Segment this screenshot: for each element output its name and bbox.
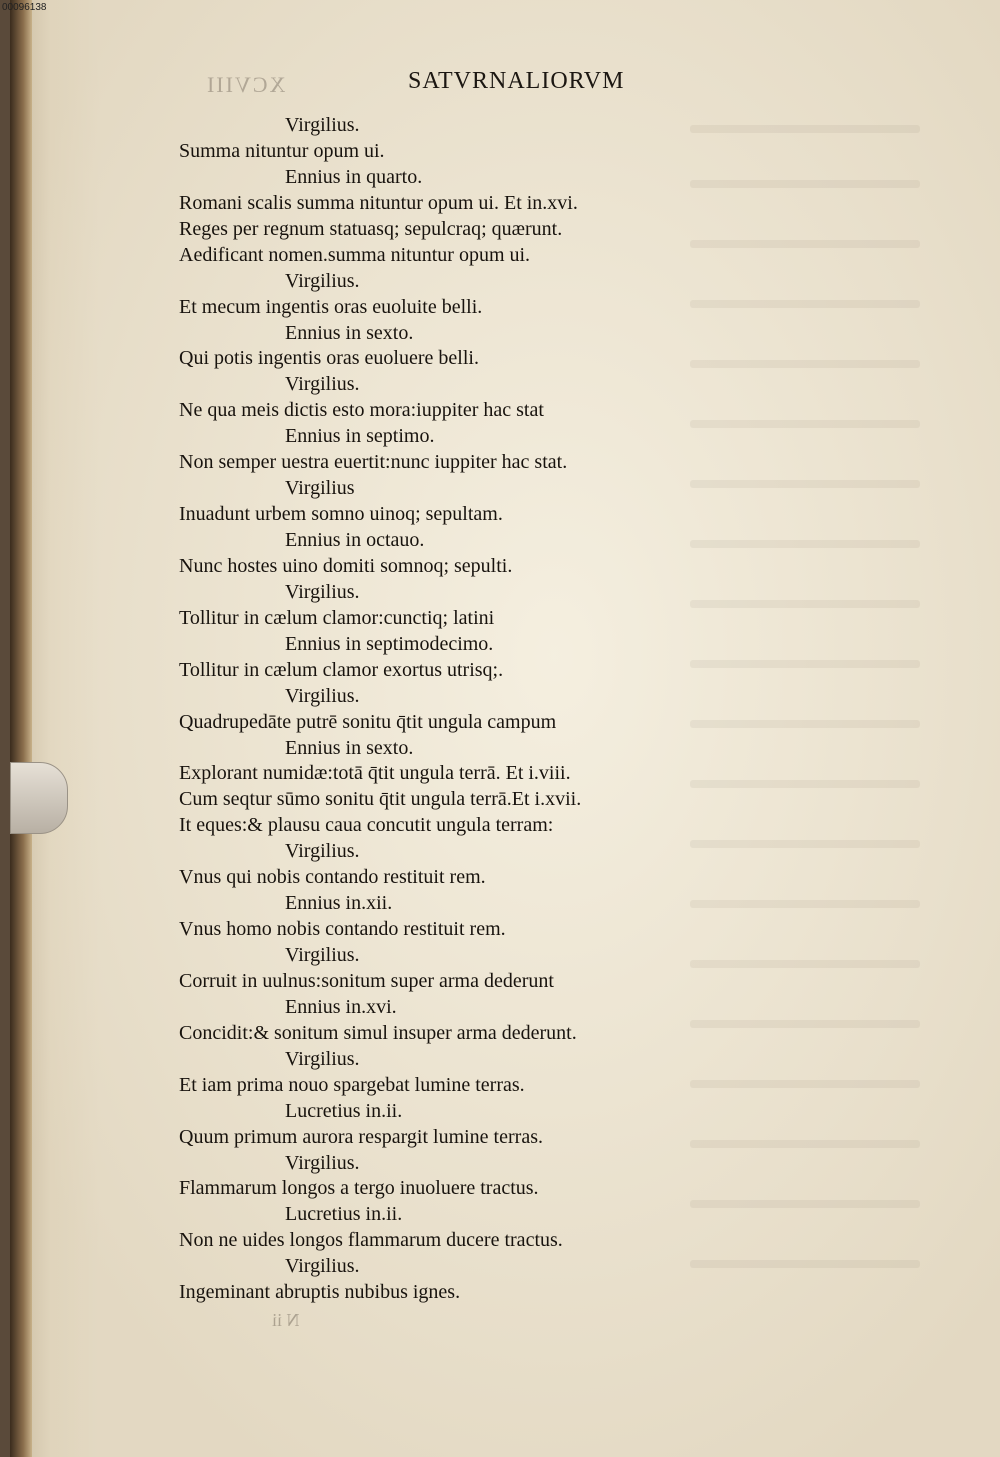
verse-line: It eques:& plausu caua concutit ungula terram: <box>179 814 554 837</box>
verse-line: Reges per regnum statuasq; sepulcraq; quærunt. <box>179 217 563 240</box>
attribution-line: Virgilius. <box>285 684 360 707</box>
attribution-line: Ennius in sexto. <box>285 736 414 759</box>
verse-line: Nunc hostes uino domiti somnoq; sepulti. <box>179 554 513 577</box>
verse-line: Summa nituntur opum ui. <box>179 139 385 162</box>
verse-line: Vnus qui nobis contando restituit rem. <box>179 866 486 889</box>
verse-line: Non ne uides longos flammarum ducere tractus. <box>179 1229 563 1252</box>
verse-line: Ne qua meis dictis esto mora:iuppiter hac stat <box>179 399 544 422</box>
attribution-line: Ennius in sexto. <box>285 321 414 344</box>
verse-line: Concidit:& sonitum simul insuper arma dederunt. <box>179 1021 577 1044</box>
attribution-line: Lucretius in.ii. <box>285 1203 403 1226</box>
verse-line: Non semper uestra euertit:nunc iuppiter hac stat. <box>179 451 568 474</box>
attribution-line: Virgilius. <box>285 944 360 966</box>
verse-line: Vnus homo nobis contando restituit rem. <box>179 918 506 941</box>
verse-line: Tollitur in cælum clamor:cunctiq; latini <box>179 606 495 629</box>
attribution-line: Ennius in.xii. <box>285 892 393 915</box>
attribution-line: Virgilius. <box>285 1255 360 1278</box>
verse-line: Cum seqtur sūmo sonitu q̄tit ungula terrā.Et i.xvii. <box>179 788 582 811</box>
verse-line: Flammarum longos a tergo inuoluere tractus. <box>179 1177 539 1200</box>
scan-id: 00096138 <box>2 2 47 13</box>
verse-line: Et iam prima nouo spargebat lumine terras. <box>179 1073 525 1096</box>
attribution-line: Virgilius. <box>285 1151 360 1174</box>
verse-line: Aedificant nomen.summa nituntur opum ui. <box>179 243 531 266</box>
verse-line: Quum primum aurora respargit lumine terras. <box>179 1125 543 1148</box>
verse-line: Qui potis ingentis oras euoluere belli. <box>179 347 479 370</box>
attribution-line: Lucretius in.ii. <box>285 1099 403 1122</box>
attribution-line: Virgilius. <box>285 580 360 603</box>
attribution-line: Virgilius. <box>285 373 360 396</box>
verse-line: Romani scalis summa nituntur opum ui. Et in.xvi. <box>179 191 578 214</box>
attribution-line: Virgilius. <box>285 269 360 292</box>
attribution-line: Virgilius. <box>285 1047 360 1070</box>
attribution-line: Ennius in septimo. <box>285 425 435 448</box>
verse-line: Ingeminant abruptis nubibus ignes. <box>179 1281 461 1304</box>
text-block <box>175 112 695 1305</box>
verse-line: Corruit in uulnus:sonitum super arma dederunt <box>179 969 554 992</box>
folio-number: XCVIII <box>205 72 286 97</box>
verse-line: Et mecum ingentis oras euoluite belli. <box>179 295 483 318</box>
attribution-line: Ennius in octauo. <box>285 529 425 551</box>
verse-line: Tollitur in cælum clamor exortus utrisq;. <box>179 658 504 681</box>
attribution-line: Ennius in.xvi. <box>285 995 397 1018</box>
book-spine <box>10 0 32 1457</box>
verse-line: Explorant numidæ:totā q̄tit ungula terrā. Et i.viii. <box>179 762 571 785</box>
signature-mark: N ii <box>272 1310 300 1330</box>
attribution-line: Virgilius. <box>285 114 360 136</box>
attribution-line: Virgilius <box>285 477 355 500</box>
verse-line: Inuadunt urbem somno uinoq; sepultam. <box>179 503 503 526</box>
page-clip <box>10 762 68 834</box>
attribution-line: Ennius in septimodecimo. <box>285 632 494 655</box>
running-head: SATVRNALIORVM <box>408 68 625 94</box>
attribution-line: Virgilius. <box>285 840 360 863</box>
verse-line: Quadrupedāte putrē sonitu q̄tit ungula campum <box>179 710 557 733</box>
attribution-line: Ennius in quarto. <box>285 165 423 188</box>
